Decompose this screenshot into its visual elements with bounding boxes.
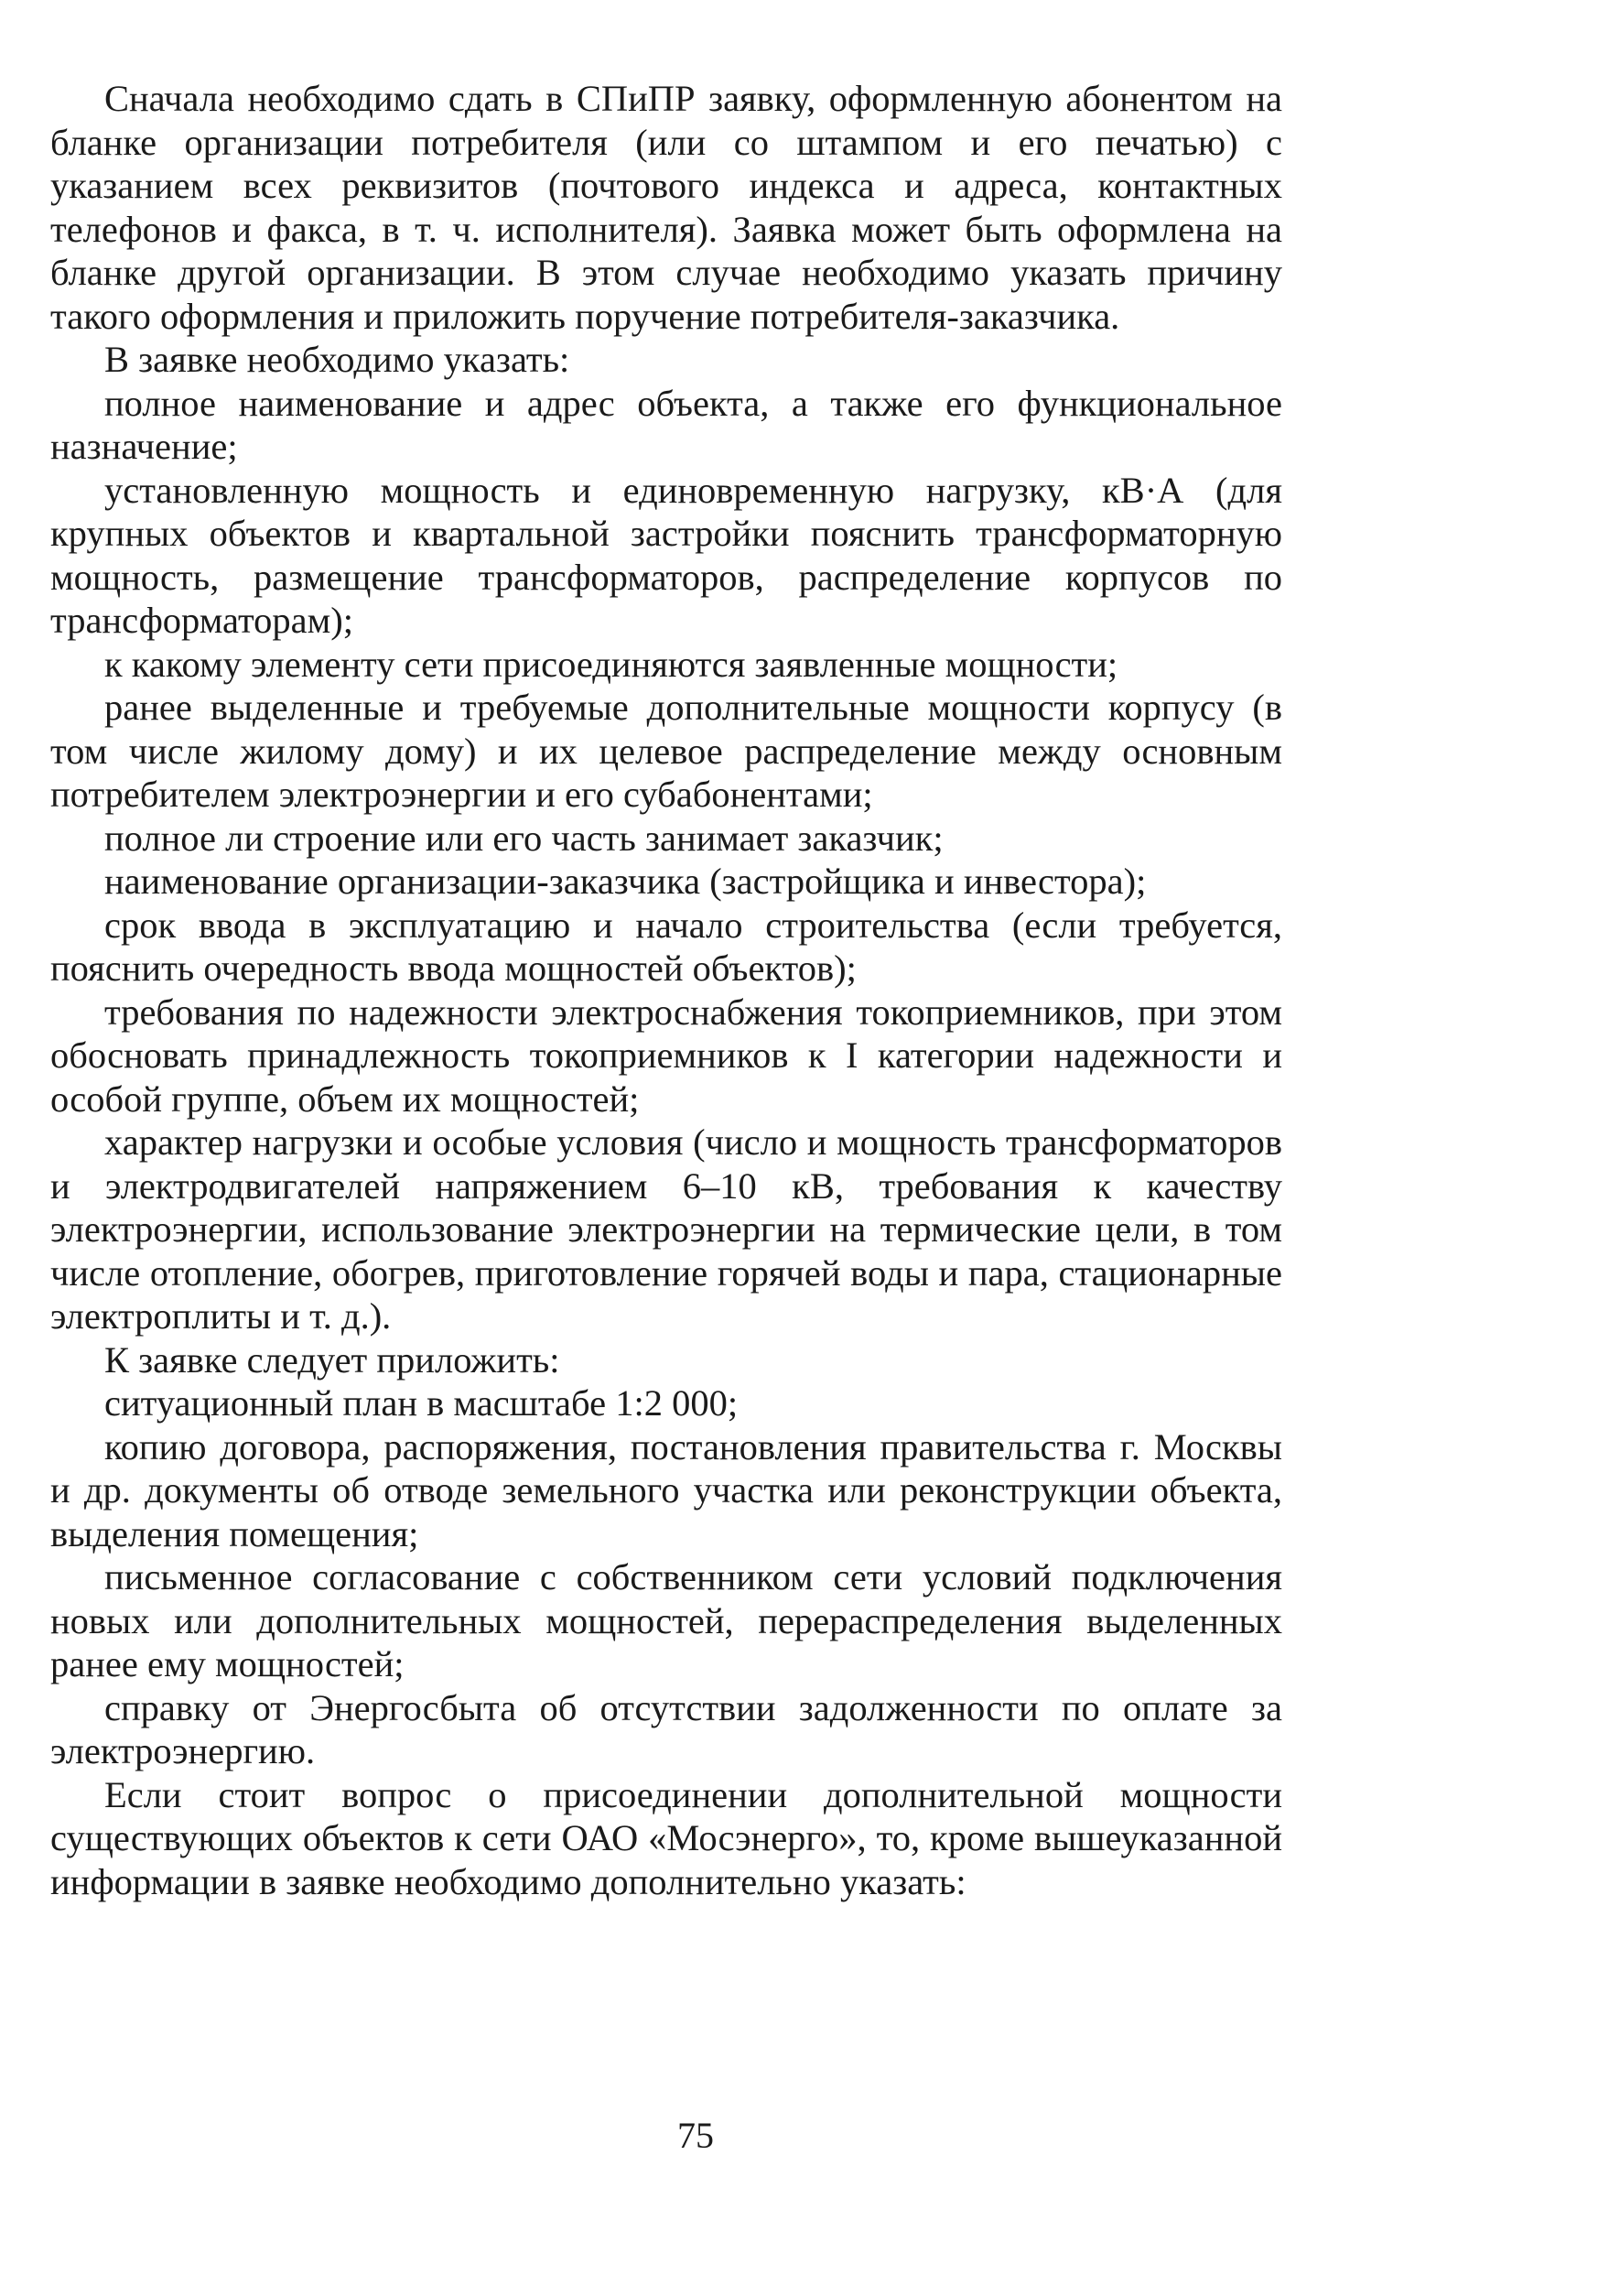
page-body	[50, 77, 1282, 2091]
paragraph-application-submission: Сначала необходимо сдать в СПиПР заявку, оформленную абонентом на бланке организации потребителя (или со штампом и его печатью) с указанием всех реквизитов (почтового индекса и адреса, контактных телефонов и факса, в т. ч. исполнителя). Заявка может быть оформлена на бланке другой организации. В этом случае необходимо указать причину такого оформления и приложить поручение потребителя-заказчика.	[50, 78, 1282, 337]
paragraph-additional-power: Если стоит вопрос о присоединении дополнительной мощности существующих объектов к сети ОАО «Мосэнерго», то, кроме вышеуказанной информации в заявке необходимо дополнительно указать:	[50, 1773, 1282, 1902]
paragraph-attachments-intro: К заявке следует приложить:	[104, 1338, 560, 1381]
list-item-written-approval: письменное согласование с собственником сети условий подключения новых или дополнительных мощностей, перераспределения выделенных ранее ему мощностей;	[50, 1556, 1282, 1684]
list-item-site-plan: ситуационный план в масштабе 1:2 000;	[104, 1382, 739, 1424]
list-item-contract-copy: копию договора, распоряжения, постановления правительства г. Москвы и др. документы об отводе земельного участка или реконструкции объекта, выделения помещения;	[50, 1425, 1282, 1554]
list-item-load-character: характер нагрузки и особые условия (число и мощность трансформаторов и электродвигателей напряжением 6–10 кВ, требования к качеству электроэнергии, использование электроэнергии на термические цели, в том числе отопление, обогрев, приготовление горячей воды и пара, стационарные электроплиты и т. д.).	[50, 1121, 1282, 1337]
list-item-commissioning-date: срок ввода в эксплуатацию и начало строительства (если требуется, пояснить очередность ввода мощностей объектов);	[50, 904, 1282, 989]
list-item-network-element: к какому элементу сети присоединяются заявленные мощности;	[104, 643, 1118, 685]
list-item-reliability-requirements: требования по надежности электроснабжения токоприемников, при этом обосновать принадлежность токоприемников к I категории надежности и особой группе, объем их мощностей;	[50, 991, 1282, 1120]
paragraph-application-must-specify: В заявке необходимо указать:	[104, 339, 570, 380]
list-item-object-name: полное наименование и адрес объекта, а также его функциональное назначение;	[50, 382, 1282, 467]
list-item-installed-power: установленную мощность и единовременную нагрузку, кВ·А (для крупных объектов и квартальной застройки пояснить трансформаторную мощность, размещение трансформаторов, распределение корпусов по трансформаторам);	[50, 469, 1282, 641]
list-item-building-occupancy: полное ли строение или его часть занимает заказчик;	[104, 817, 944, 859]
page-number: 75	[677, 2115, 714, 2156]
list-item-customer-organization: наименование организации-заказчика (застройщика и инвестора);	[104, 861, 1147, 902]
list-item-allocated-power: ранее выделенные и требуемые дополнительные мощности корпусу (в том числе жилому дому) и их целевое распределение между основным потребителем электроэнергии и его субабонентами;	[50, 687, 1282, 815]
list-item-no-debt-certificate: справку от Энергосбыта об отсутствии задолженности по оплате за электроэнергию.	[50, 1686, 1282, 1771]
